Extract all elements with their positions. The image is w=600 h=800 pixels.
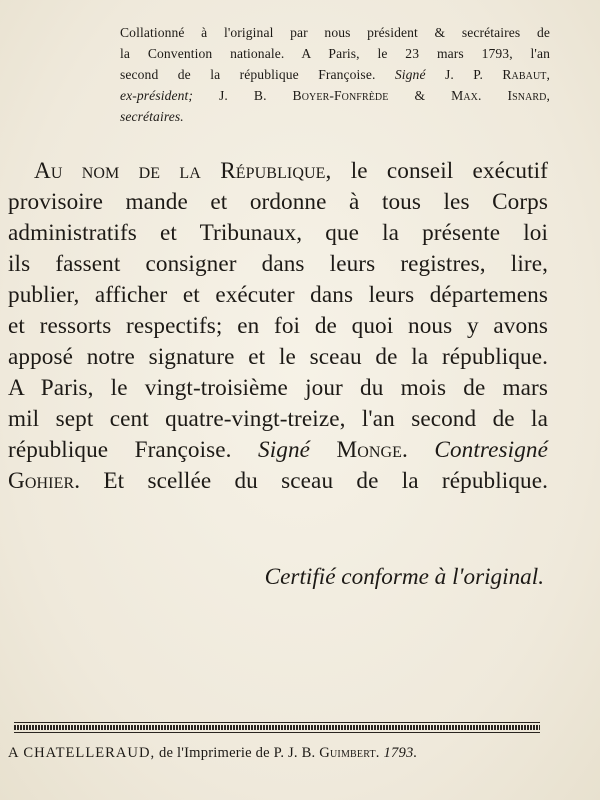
decree-line: mil sept cent quatre-vingt-treize, l'an second de la: [8, 406, 548, 432]
signatory-separator: ,: [546, 67, 550, 82]
imprint-year: 1793.: [383, 745, 418, 761]
decree-line: A Paris, le vingt-troisième jour du mois de mars: [8, 375, 548, 401]
certification-line: Certifié conforme à l'original.: [264, 564, 544, 590]
signe-label: Signé: [394, 67, 426, 82]
decree-opening: Au nom de la République,: [34, 158, 332, 184]
signatory-isnard: Max. Isnard: [451, 88, 547, 103]
signatory-separator: ,: [546, 88, 550, 103]
attestation-line: la Convention nationale. A Paris, le 23 mars 1793, l'an: [120, 46, 550, 61]
decree-line: apposé notre signature et le sceau de la république.: [8, 344, 548, 370]
imprint-place: A CHATELLERAUD,: [8, 745, 156, 761]
decree-line: [8, 466, 548, 497]
decree-line: [8, 435, 548, 466]
rule-bottom-line: [14, 732, 540, 733]
attestation-paragraph: [120, 22, 550, 127]
attestation-line: [120, 64, 550, 85]
attestation-line: [120, 85, 550, 106]
signatory-role-president: ex-président;: [120, 88, 194, 103]
ampersand: &: [414, 88, 426, 103]
decree-closing: Et scellée du sceau de la république.: [103, 468, 548, 494]
imprint-text: de l'Imprimerie de P. J. B.: [159, 745, 316, 761]
decree-line-text: le conseil exécutif: [350, 158, 549, 184]
imprint-printer: Guimbert.: [319, 745, 380, 761]
attestation-line: Collationné à l'original par nous président & secrétaires de: [120, 25, 550, 40]
decree-line: et ressorts respectifs; en foi de quoi nous y avons: [8, 313, 548, 339]
attestation-line-text: second de la république Françoise.: [120, 67, 376, 82]
decree-line: provisoire mande et ordonne à tous les Corps: [8, 189, 548, 215]
decree-line: publier, afficher et exécuter dans leurs départemens: [8, 282, 548, 308]
decree-line: administratifs et Tribunaux, que la présente loi: [8, 220, 548, 246]
decree-paragraph: [8, 156, 548, 497]
decree-line-text: république Françoise.: [8, 437, 232, 463]
ornamental-rule: [14, 722, 540, 734]
contresigne-label: Contresigné: [434, 437, 548, 463]
rule-hatched-band: [14, 725, 540, 730]
countersigner-gohier: Gohier.: [8, 468, 81, 494]
decree-line: [8, 156, 548, 187]
rule-top-line: [14, 722, 540, 723]
signatory-boyer-fonfrede: J. B. Boyer-Fonfrède: [219, 88, 389, 103]
signatory-role-secretaries: secrétaires.: [120, 109, 184, 124]
signe-label: Signé: [258, 437, 311, 463]
signer-monge: Monge.: [336, 437, 408, 463]
signatory-rabaut: J. P. Rabaut: [445, 67, 547, 82]
printer-imprint: [8, 745, 548, 762]
decree-line: ils fassent consigner dans leurs registres, lire,: [8, 251, 548, 277]
